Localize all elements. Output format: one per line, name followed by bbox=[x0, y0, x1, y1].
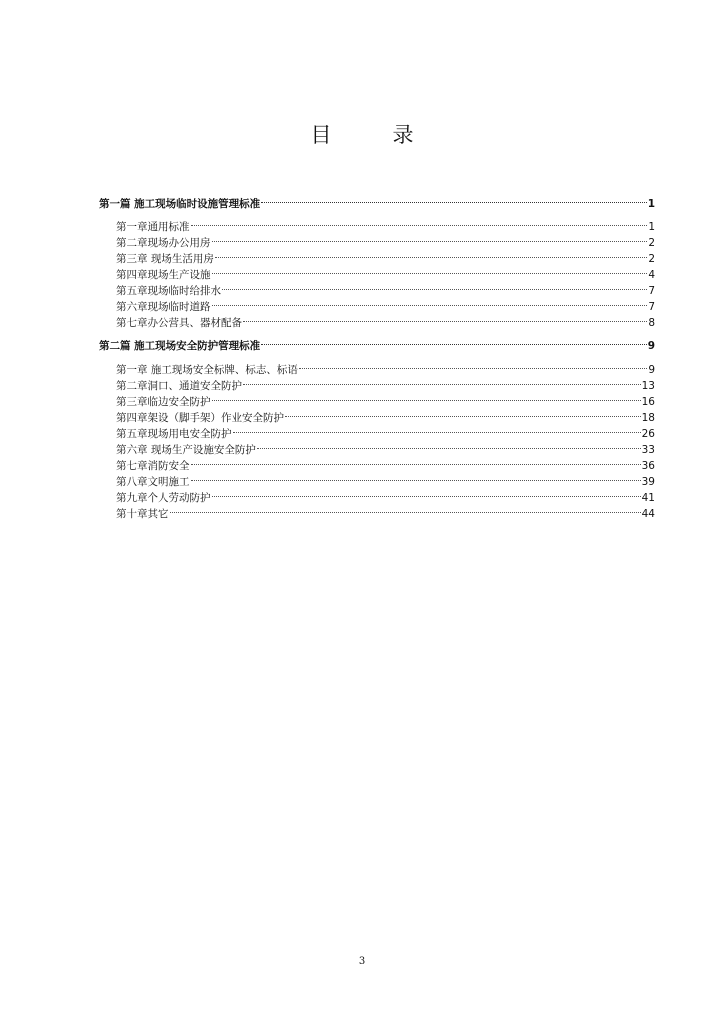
toc-page-number: 33 bbox=[641, 444, 655, 456]
toc-chapter-label: 第五章现场用电安全防护 bbox=[116, 428, 232, 440]
toc-chapter-label: 第七章消防安全 bbox=[116, 460, 190, 472]
toc-chapter[interactable] bbox=[116, 501, 655, 520]
toc-chapter[interactable] bbox=[116, 310, 655, 329]
toc-chapter-label: 第八章文明施工 bbox=[116, 476, 190, 488]
toc-chapter-label: 第九章个人劳动防护 bbox=[116, 492, 211, 504]
toc-page-number: 36 bbox=[641, 460, 655, 472]
dot-leader bbox=[215, 242, 647, 258]
toc-part-2[interactable] bbox=[99, 333, 655, 352]
toc-chapter-label: 第一章通用标准 bbox=[116, 221, 190, 233]
toc-page-number: 9 bbox=[648, 364, 655, 376]
toc-chapter-label: 第五章现场临时给排水 bbox=[116, 285, 221, 297]
dot-leader bbox=[191, 210, 648, 226]
dot-leader bbox=[261, 329, 647, 345]
toc-page-number: 13 bbox=[641, 380, 655, 392]
toc-chapter-label: 第二章洞口、通道安全防护 bbox=[116, 380, 242, 392]
toc-part-1[interactable] bbox=[99, 191, 655, 210]
toc-chapter-label: 第六章现场临时道路 bbox=[116, 301, 211, 313]
toc-page-number: 44 bbox=[641, 508, 655, 520]
toc-title: 目 录 bbox=[310, 123, 434, 147]
toc-chapter-label: 第三章 现场生活用房 bbox=[116, 253, 214, 265]
toc-page-number: 16 bbox=[641, 396, 655, 408]
toc-page-number: 8 bbox=[648, 317, 655, 329]
toc-page-number: 26 bbox=[641, 428, 655, 440]
dot-leader bbox=[243, 369, 641, 385]
footer-page-number: 3 bbox=[358, 956, 366, 967]
toc-page-number: 2 bbox=[648, 237, 655, 249]
toc-page-number: 39 bbox=[641, 476, 655, 488]
toc-page-number: 7 bbox=[648, 285, 655, 297]
toc-page-number: 18 bbox=[641, 412, 655, 424]
dot-leader bbox=[212, 258, 648, 274]
toc-chapter-label: 第四章现场生产设施 bbox=[116, 269, 211, 281]
toc-page-number: 2 bbox=[648, 253, 655, 265]
dot-leader bbox=[261, 187, 647, 203]
toc-page-number: 1 bbox=[648, 221, 655, 233]
toc-chapter-label: 第二章现场办公用房 bbox=[116, 237, 211, 249]
toc-part-label: 第一篇 施工现场临时设施管理标准 bbox=[99, 198, 261, 210]
toc-part-label: 第二篇 施工现场安全防护管理标准 bbox=[99, 340, 261, 352]
dot-leader bbox=[212, 226, 648, 242]
dot-leader bbox=[212, 385, 641, 401]
dot-leader bbox=[257, 433, 641, 449]
dot-leader bbox=[222, 274, 647, 290]
toc-chapter-label: 第十章其它 bbox=[116, 508, 169, 520]
dot-leader bbox=[191, 465, 641, 481]
toc-chapter-label: 第七章办公营具、器材配备 bbox=[116, 317, 242, 329]
dot-leader bbox=[170, 497, 641, 513]
toc-chapter-label: 第四章架设（脚手架）作业安全防护 bbox=[116, 412, 284, 424]
dot-leader bbox=[233, 417, 641, 433]
dot-leader bbox=[243, 306, 647, 322]
toc-chapter-label: 第一章 施工现场安全标牌、标志、标语 bbox=[116, 364, 298, 376]
dot-leader bbox=[299, 353, 647, 369]
toc-page-number: 41 bbox=[641, 492, 655, 504]
toc-page-number: 4 bbox=[648, 269, 655, 281]
toc-page-number: 9 bbox=[647, 340, 655, 352]
dot-leader bbox=[212, 481, 641, 497]
toc-page-number: 7 bbox=[648, 301, 655, 313]
toc-page-number: 1 bbox=[647, 198, 655, 210]
dot-leader bbox=[191, 449, 641, 465]
dot-leader bbox=[212, 290, 648, 306]
toc-chapter-label: 第六章 现场生产设施安全防护 bbox=[116, 444, 256, 456]
toc-chapter-label: 第三章临边安全防护 bbox=[116, 396, 211, 408]
dot-leader bbox=[285, 401, 641, 417]
